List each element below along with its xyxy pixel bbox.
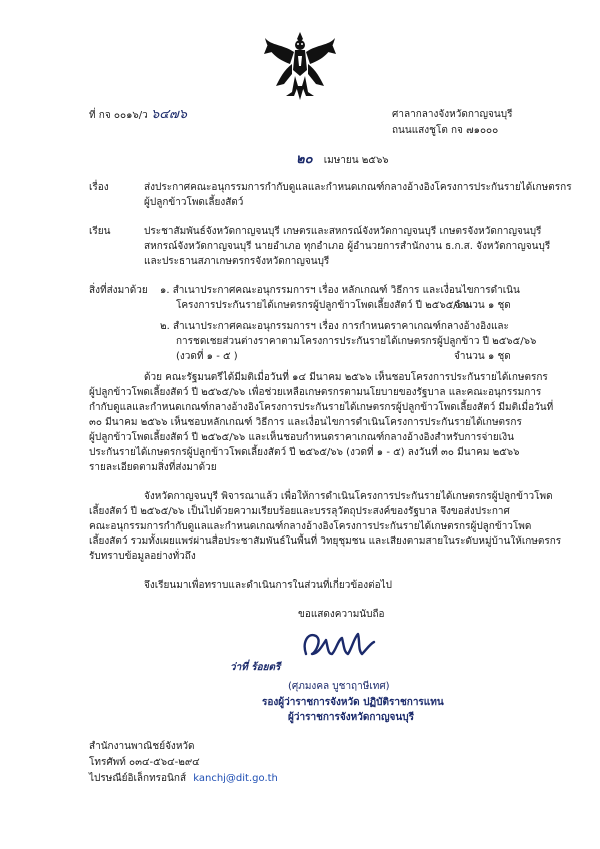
- addressee-line-2: สหกรณ์จังหวัดกาญจนบุรี นายอำเภอ ทุกอำเภอ ผู้อำนวยการสำนักงาน ธ.ก.ส. จังหวัดกาญจนบุรี: [144, 241, 551, 252]
- date-day-handwritten: ๒๐: [296, 152, 313, 167]
- footer-email-link[interactable]: kanchj@dit.go.th: [193, 773, 278, 784]
- acting-rank-note: ว่าที่ ร้อยตรี: [230, 662, 281, 673]
- body-para1-line-7: รายละเอียดตามสิ่งที่ส่งมาด้วย: [89, 462, 217, 473]
- closing-text: ขอแสดงความนับถือ: [298, 609, 385, 620]
- enclosure-2-line-2: การชดเชยส่วนต่างราคาตามโครงการประกันรายได้เกษตรกรผู้ปลูกข้าว ปี ๒๕๖๕/๖๖: [176, 336, 537, 347]
- body-para1-line-6: ประกันรายได้เกษตรกรผู้ปลูกข้าวโพดเลี้ยงสัตว์ ปี ๒๕๖๕/๖๖ (งวดที่ ๑ - ๕) ลงวันที่ ๓๐ มีนาคม ๒๕๖๖: [89, 447, 520, 458]
- body-para2-line-2: เลี้ยงสัตว์ ปี ๒๕๖๕/๖๖ เป็นไปด้วยความเรียบร้อยและบรรลุวัตถุประสงค์ของรัฐบาล จึงขอส่งประกาศ: [89, 506, 510, 517]
- body-para1-line-3: กำกับดูแลและกำหนดเกณฑ์กลางอ้างอิงโครงการประกันรายได้เกษตรกรผู้ปลูกข้าวโพดเลี้ยงสัตว์ มีมติเมื่อวันที่: [89, 402, 554, 413]
- addressee-line-1: ประชาสัมพันธ์จังหวัดกาญจนบุรี เกษตรและสหกรณ์จังหวัดกาญจนบุรี เกษตรจังหวัดกาญจนบุรี: [144, 226, 542, 237]
- agency-address: ถนนแสงชูโต กจ ๗๑๐๐๐: [392, 125, 499, 136]
- enclosure-2-line-1: ๒. สำเนาประกาศคณะอนุกรรมการฯ เรื่อง การกำหนดราคาเกณฑ์กลางอ้างอิงและ: [160, 321, 509, 332]
- date-month-year: เมษายน ๒๕๖๖: [323, 155, 389, 166]
- enclosure-1-line-2: โครงการประกันรายได้เกษตรกรผู้ปลูกข้าวโพดเลี้ยงสัตว์ ปี ๒๕๖๕/๖๖: [176, 300, 470, 311]
- body-para2-line-1: จังหวัดกาญจนบุรี พิจารณาแล้ว เพื่อให้การดำเนินโครงการประกันรายได้เกษตรกรผู้ปลูกข้าวโพด: [144, 491, 553, 502]
- subject-line-1: ส่งประกาศคณะอนุกรรมการกำกับดูแลและกำหนดเกณฑ์กลางอ้างอิงโครงการประกันรายได้เกษตรกร: [144, 182, 572, 193]
- handwritten-signature: [298, 624, 378, 664]
- agency-name: ศาลากลางจังหวัดกาญจนบุรี: [392, 109, 513, 120]
- signer-name: (ศุภมงคล บูชาฤาษีเทศ): [288, 681, 390, 692]
- body-para1-line-1: ด้วย คณะรัฐมนตรีได้มีมติเมื่อวันที่ ๑๔ มีนาคม ๒๕๖๖ เห็นชอบโครงการประกันรายได้เกษตรกร: [144, 372, 548, 383]
- body-para2-line-5: รับทราบข้อมูลอย่างทั่วถึง: [89, 551, 196, 562]
- document-date: [296, 153, 389, 168]
- body-para2-line-4: เลี้ยงสัตว์ รวมทั้งเผยแพร่ผ่านสื่อประชาสัมพันธ์ในพื้นที่ วิทยุชุมชน และเสียงตามสายในระดับหมู่บ้านให้เกษตรกร: [89, 536, 562, 547]
- footer-phone: โทรศัพท์ ๐๓๔-๕๖๔-๒๙๔: [89, 757, 200, 768]
- signer-position-2: ผู้ว่าราชการจังหวัดกาญจนบุรี: [288, 712, 414, 723]
- enclosures-label: สิ่งที่ส่งมาด้วย: [89, 285, 148, 296]
- enclosure-2-quantity: จำนวน ๑ ชุด: [454, 351, 511, 362]
- garuda-emblem: [262, 30, 338, 102]
- enclosure-1-line-1: ๑. สำเนาประกาศคณะอนุกรรมการฯ เรื่อง หลักเกณฑ์ วิธีการ และเงื่อนไขการดำเนิน: [160, 285, 520, 296]
- footer-email-row: [89, 772, 278, 786]
- addressee-line-3: และประธานสภาเกษตรกรจังหวัดกาญจนบุรี: [144, 256, 330, 267]
- body-para1-line-5: ผู้ปลูกข้าวโพดเลี้ยงสัตว์ ปี ๒๕๖๕/๖๖ และเห็นชอบกำหนดราคาเกณฑ์กลางอ้างอิงสำหรับการจ่ายเงิน: [89, 432, 514, 443]
- enclosure-1-quantity: จำนวน ๑ ชุด: [454, 300, 511, 311]
- body-para2-line-3: คณะอนุกรรมการกำกับดูแลและกำหนดเกณฑ์กลางอ้างอิงโครงการประกันรายได้เกษตรกรผู้ปลูกข้าวโพด: [89, 521, 532, 532]
- body-para1-line-4: ๓๐ มีนาคม ๒๕๖๖ เห็นชอบหลักเกณฑ์ วิธีการ และเงื่อนไขการดำเนินโครงการประกันรายได้เกษตรกร: [89, 417, 522, 428]
- enclosure-2-line-3: (งวดที่ ๑ - ๕ ): [176, 351, 238, 362]
- footer-email-label: ไปรษณีย์อิเล็กทรอนิกส์: [89, 773, 187, 784]
- footer-office: สำนักงานพาณิชย์จังหวัด: [89, 741, 195, 752]
- subject-label: เรื่อง: [89, 182, 109, 193]
- body-para3: จึงเรียนมาเพื่อทราบและดำเนินการในส่วนที่เกี่ยวข้องต่อไป: [144, 580, 392, 591]
- document-number-prefix: ที่ กจ ๐๐๑๖/ว: [89, 110, 148, 121]
- addressee-label: เรียน: [89, 226, 111, 237]
- signer-position-1: รองผู้ว่าราชการจังหวัด ปฏิบัติราชการแทน: [262, 697, 444, 708]
- document-number-handwritten: ๖๔๗๖: [150, 107, 188, 122]
- subject-line-2: ผู้ปลูกข้าวโพดเลี้ยงสัตว์: [144, 197, 244, 208]
- body-para1-line-2: ผู้ปลูกข้าวโพดเลี้ยงสัตว์ ปี ๒๕๖๕/๖๖ เพื่อช่วยเหลือเกษตรกรตามนโยบายของรัฐบาล และคณะอนุกรรมการ: [89, 387, 542, 398]
- document-number: [89, 108, 187, 123]
